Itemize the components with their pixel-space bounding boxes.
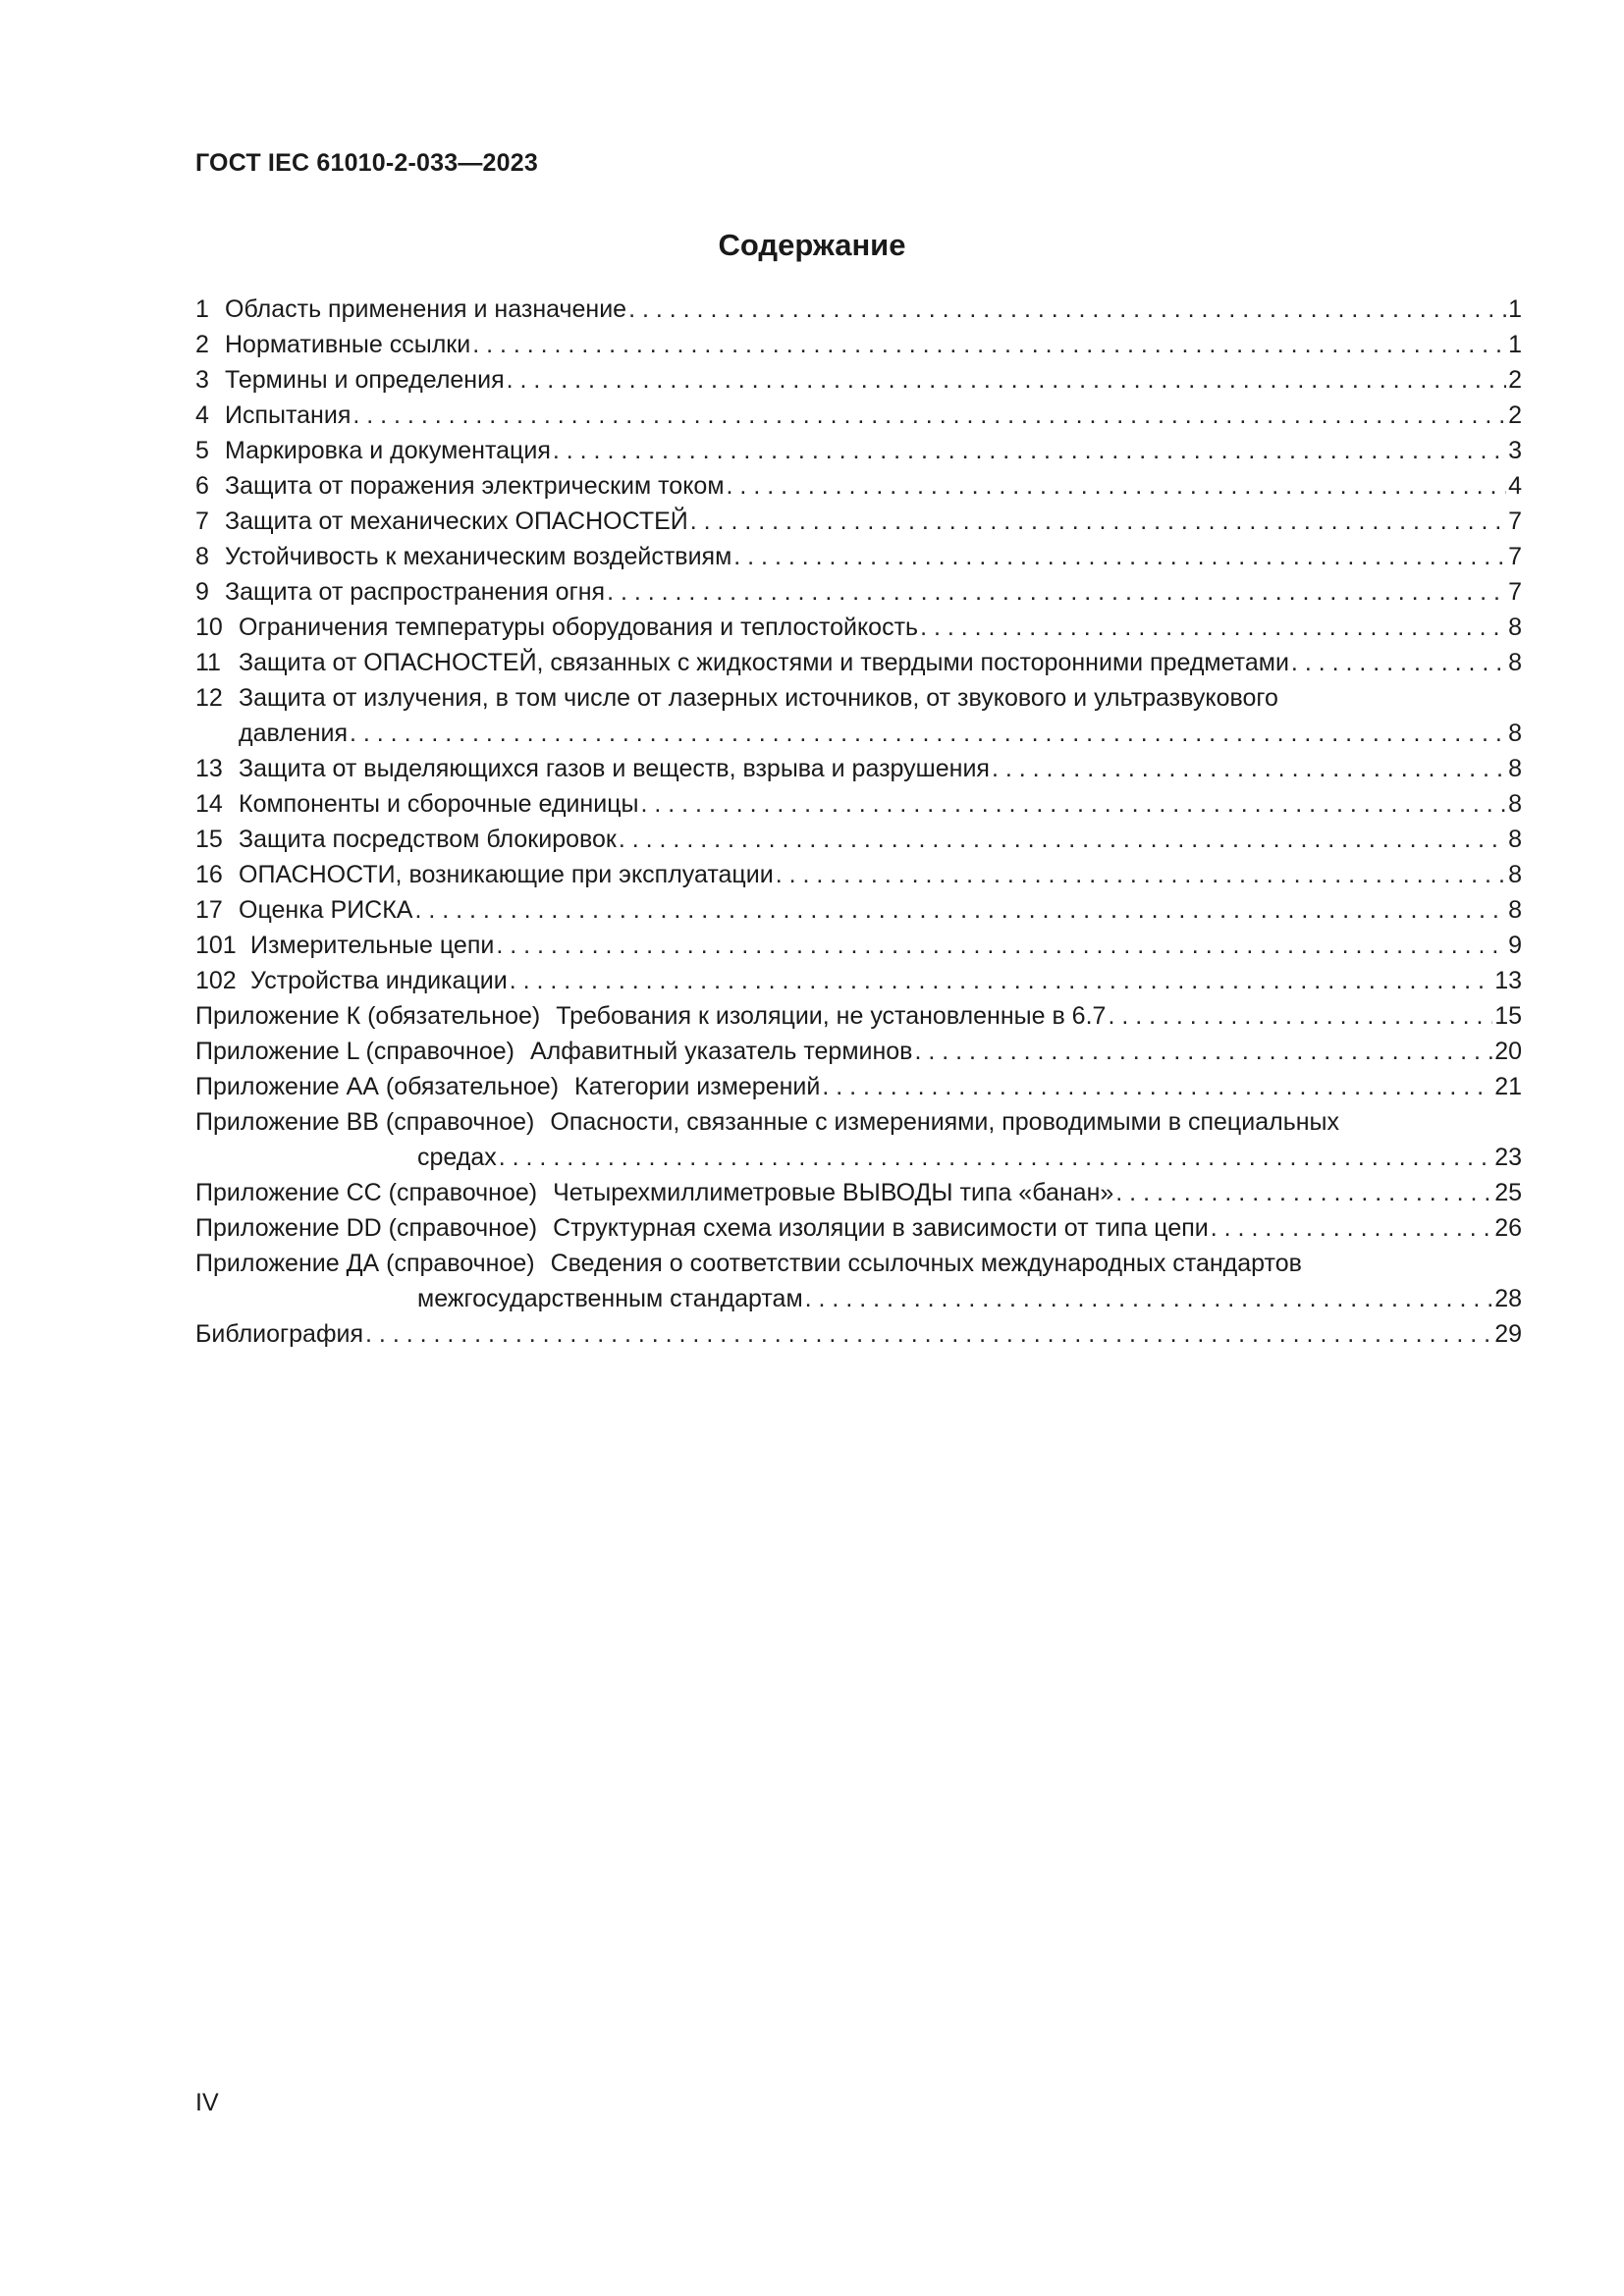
toc-entry[interactable]: [195, 1175, 1522, 1210]
toc-entry-title: Область применения и назначение: [225, 295, 627, 323]
page-number: IV: [195, 2089, 219, 2116]
toc-entry-page: 8: [1508, 755, 1522, 782]
toc-entry[interactable]: [195, 327, 1522, 362]
toc-dot-leader: [472, 327, 1506, 362]
toc-entry[interactable]: [195, 998, 1522, 1034]
toc-entry-number: Приложение ВВ (справочное): [195, 1108, 535, 1136]
toc-entry-number: 3: [195, 366, 209, 394]
toc-entry-number: 10: [195, 614, 223, 641]
toc-entry-number: 101: [195, 932, 237, 959]
toc-dot-leader: [496, 928, 1506, 963]
toc-entry-number: 6: [195, 472, 209, 500]
toc-entry-number: 11: [195, 649, 221, 676]
document-code: ГОСТ IEC 61010-2-033—2023: [195, 149, 538, 177]
toc-entry-title: Оценка РИСКА: [239, 896, 413, 924]
toc-entry-number: Приложение L (справочное): [195, 1038, 514, 1065]
toc-entry-page: 4: [1508, 472, 1522, 500]
toc-entry-title: Защита посредством блокировок: [239, 826, 617, 853]
toc-entry-title-continued: давления: [239, 720, 348, 747]
toc-entry-number: 14: [195, 790, 223, 818]
toc-entry-title-continued: средах: [417, 1144, 497, 1171]
toc-dot-leader: [727, 468, 1507, 504]
toc-entry-title: Категории измерений: [574, 1073, 821, 1100]
toc-entry-page: 29: [1494, 1320, 1522, 1348]
toc-entry[interactable]: [195, 468, 1522, 504]
toc-entry-title: Маркировка и документация: [225, 437, 551, 464]
toc-entry-page: 25: [1494, 1179, 1522, 1206]
page-title: Содержание: [718, 228, 906, 262]
toc-entry-number: 9: [195, 578, 209, 606]
toc-dot-leader: [507, 362, 1506, 398]
toc-dot-leader: [776, 857, 1506, 892]
toc-entry-title: Измерительные цепи: [250, 932, 495, 959]
toc-entry-number: Приложение К (обязательное): [195, 1002, 541, 1030]
toc-entry[interactable]: [195, 1210, 1522, 1246]
toc-entry-page: 8: [1508, 720, 1522, 747]
toc-entry-page: 7: [1508, 507, 1522, 535]
toc-dot-leader: [510, 963, 1492, 998]
toc-entry-title: ОПАСНОСТИ, возникающие при эксплуатации: [239, 861, 774, 888]
toc-entry-number: 8: [195, 543, 209, 570]
toc-entry-page: 9: [1508, 932, 1522, 959]
toc-entry-title: Библиография: [195, 1320, 364, 1348]
toc-dot-leader: [822, 1069, 1492, 1104]
toc-entry[interactable]: [195, 1104, 1522, 1140]
toc-entry[interactable]: [195, 433, 1522, 468]
toc-entry-title: Нормативные ссылки: [225, 331, 471, 358]
toc-dot-leader: [920, 610, 1506, 645]
toc-dot-leader: [1115, 1175, 1492, 1210]
toc-entry-title: Алфавитный указатель терминов: [530, 1038, 913, 1065]
toc-entry-number: 4: [195, 401, 209, 429]
toc-entry-title: Компоненты и сборочные единицы: [239, 790, 639, 818]
toc-entry-number: Приложение АА (обязательное): [195, 1073, 560, 1100]
toc-entry-page: 2: [1508, 366, 1522, 394]
toc-entry-page: 1: [1508, 331, 1522, 358]
toc-entry-page: 8: [1508, 790, 1522, 818]
toc-entry-page: 28: [1494, 1285, 1522, 1312]
toc-entry[interactable]: [195, 574, 1522, 610]
toc-entry-title: Защита от механических ОПАСНОСТЕЙ: [225, 507, 688, 535]
toc-entry-number: Приложение ДА (справочное): [195, 1250, 535, 1277]
toc-entry[interactable]: [195, 928, 1522, 963]
toc-entry[interactable]: [195, 1034, 1522, 1069]
toc-entry-title: Устойчивость к механическим воздействиям: [225, 543, 732, 570]
toc-entry-title: Требования к изоляции, не установленные в 6.7: [556, 1002, 1107, 1030]
toc-entry-number: 7: [195, 507, 209, 535]
toc-entry[interactable]: [195, 292, 1522, 327]
toc-dot-leader: [619, 822, 1506, 857]
toc-dot-leader: [640, 786, 1506, 822]
toc-entry-number: 12: [195, 684, 223, 712]
toc-entry[interactable]: [195, 362, 1522, 398]
toc-entry-page: 8: [1508, 649, 1522, 676]
toc-dot-leader: [1108, 998, 1492, 1034]
toc-entry-page: 20: [1494, 1038, 1522, 1065]
toc-entry-number: 16: [195, 861, 223, 888]
toc-entry-page: 7: [1508, 578, 1522, 606]
toc-entry-continuation[interactable]: [195, 716, 1522, 751]
toc-entry-title: Защита от ОПАСНОСТЕЙ, связанных с жидкостями и твердыми посторонними предметами: [239, 649, 1289, 676]
toc-entry-number: Приложение СС (справочное): [195, 1179, 538, 1206]
toc-entry[interactable]: [195, 680, 1522, 716]
toc-entry[interactable]: [195, 1069, 1522, 1104]
toc-entry[interactable]: [195, 645, 1522, 680]
toc-entry[interactable]: [195, 539, 1522, 574]
toc-entry-page: 1: [1508, 295, 1522, 323]
toc-entry[interactable]: [195, 1316, 1522, 1352]
toc-dot-leader: [365, 1316, 1492, 1352]
toc-entry-title: Устройства индикации: [250, 967, 508, 994]
toc-dot-leader: [733, 539, 1506, 574]
toc-entry-title: Испытания: [225, 401, 352, 429]
toc-entry[interactable]: [195, 610, 1522, 645]
toc-entry-title: Термины и определения: [225, 366, 505, 394]
toc-dot-leader: [414, 892, 1506, 928]
toc-entry-page: 8: [1508, 826, 1522, 853]
toc-entry-page: 23: [1494, 1144, 1522, 1171]
toc-dot-leader: [352, 398, 1506, 433]
toc-entry[interactable]: [195, 857, 1522, 892]
toc-entry-continuation[interactable]: [195, 1140, 1522, 1175]
toc-entry-number: 15: [195, 826, 223, 853]
toc-entry-number: 13: [195, 755, 223, 782]
toc-entry-number: 2: [195, 331, 209, 358]
toc-entry-page: 7: [1508, 543, 1522, 570]
toc-dot-leader: [1211, 1210, 1492, 1246]
toc-entry[interactable]: [195, 963, 1522, 998]
toc-entry-title: Четырехмиллиметровые ВЫВОДЫ типа «банан»: [553, 1179, 1114, 1206]
toc-entry-page: 8: [1508, 861, 1522, 888]
toc-entry-page: 8: [1508, 896, 1522, 924]
toc-dot-leader: [607, 574, 1506, 610]
toc-entry[interactable]: [195, 751, 1522, 786]
toc-entry-page: 15: [1494, 1002, 1522, 1030]
toc-entry-continuation[interactable]: [195, 1281, 1522, 1316]
toc-dot-leader: [350, 716, 1506, 751]
toc-entry-title: Защита от распространения огня: [225, 578, 606, 606]
toc-entry-page: 21: [1494, 1073, 1522, 1100]
toc-dot-leader: [992, 751, 1506, 786]
toc-entry-number: 1: [195, 295, 209, 323]
toc-entry-number: Приложение DD (справочное): [195, 1214, 538, 1242]
toc-entry-page: 13: [1494, 967, 1522, 994]
toc-entry[interactable]: [195, 504, 1522, 539]
toc-entry-title: Защита от выделяющихся газов и веществ, взрыва и разрушения: [239, 755, 990, 782]
toc-entry-title: Защита от излучения, в том числе от лазерных источников, от звукового и ультразвукового: [239, 684, 1278, 712]
toc-dot-leader: [805, 1281, 1493, 1316]
toc-entry[interactable]: [195, 786, 1522, 822]
toc-entry-number: 102: [195, 967, 237, 994]
toc-entry-title-continued: межгосударственным стандартам: [417, 1285, 803, 1312]
toc-entry-title: Опасности, связанные с измерениями, проводимыми в специальных: [550, 1108, 1339, 1136]
toc-entry[interactable]: [195, 1246, 1522, 1281]
toc-entry-title: Структурная схема изоляции в зависимости от типа цепи: [553, 1214, 1209, 1242]
toc-dot-leader: [1291, 645, 1506, 680]
toc-dot-leader: [690, 504, 1506, 539]
toc-entry-page: 3: [1508, 437, 1522, 464]
toc-entry-title: Сведения о соответствии ссылочных международных стандартов: [550, 1250, 1302, 1277]
toc-entry-number: 5: [195, 437, 209, 464]
toc-entry-page: 2: [1508, 401, 1522, 429]
toc-entry[interactable]: [195, 892, 1522, 928]
toc-entry[interactable]: [195, 398, 1522, 433]
toc-dot-leader: [499, 1140, 1492, 1175]
toc-entry-page: 26: [1494, 1214, 1522, 1242]
toc-entry-title: Защита от поражения электрическим током: [225, 472, 725, 500]
toc-dot-leader: [914, 1034, 1492, 1069]
toc-dot-leader: [628, 292, 1506, 327]
toc-dot-leader: [553, 433, 1506, 468]
table-of-contents: [195, 292, 1522, 1352]
toc-entry-page: 8: [1508, 614, 1522, 641]
toc-entry-number: 17: [195, 896, 223, 924]
toc-entry[interactable]: [195, 822, 1522, 857]
toc-entry-title: Ограничения температуры оборудования и теплостойкость: [239, 614, 919, 641]
